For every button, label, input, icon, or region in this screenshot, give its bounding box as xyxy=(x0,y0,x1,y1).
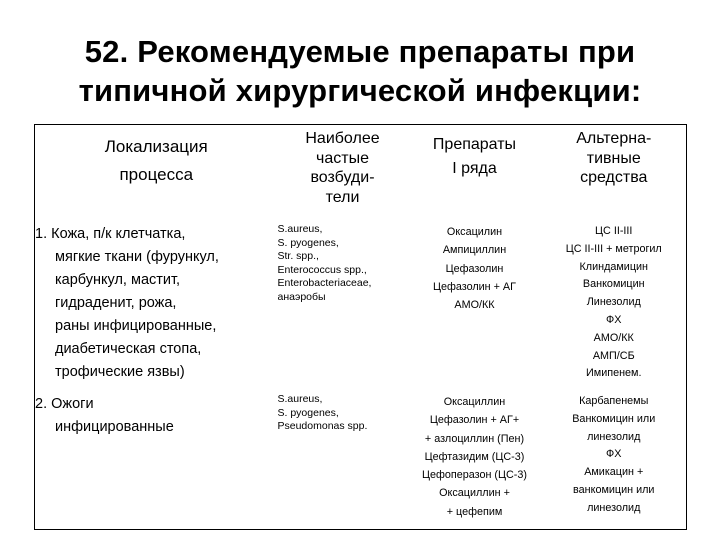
cell-line: Str. spp., xyxy=(277,250,319,262)
cell-line: Препараты xyxy=(432,136,517,153)
cell-line: Pseudomonas spp. xyxy=(277,420,368,432)
cell-line: карбункул, мастит, xyxy=(55,272,181,288)
cell-line: 1. Кожа, п/к клетчатка, xyxy=(35,226,186,242)
cell-line: трофические язвы) xyxy=(55,364,185,380)
cell-line: S.aureus, xyxy=(277,393,323,405)
cell-line: Enterobacteriaceae, xyxy=(277,277,372,289)
cell-line: Цефазолин xyxy=(445,262,504,275)
cell-line: линезолид xyxy=(587,501,641,514)
cell-line: диабетическая стопа, xyxy=(55,341,202,357)
cell-line: S.aureus, xyxy=(277,223,323,235)
cell-line: частые xyxy=(316,149,369,167)
cell-line: 2. Ожоги xyxy=(35,396,94,412)
header-localization xyxy=(35,125,278,224)
cell-pathogens xyxy=(278,393,408,530)
table-row xyxy=(35,223,687,393)
table-header-row xyxy=(35,125,687,224)
cell-line: тели xyxy=(325,188,360,206)
cell-line: АМО/КК xyxy=(593,331,634,344)
cell-line: процесса xyxy=(119,165,194,184)
header-alternative xyxy=(542,125,687,224)
title-line-2: типичной хирургической инфекции: xyxy=(78,73,642,108)
cell-line: Цефазолин + АГ+ xyxy=(429,414,520,427)
cell-line: Цефоперазон (ЦС-3) xyxy=(422,469,527,482)
cell-line: + цефепим xyxy=(446,505,503,518)
cell-line: анаэробы xyxy=(277,290,326,303)
cell-line: ЦС II-III + метрогил xyxy=(565,242,662,255)
cell-line: Наиболее xyxy=(305,130,380,147)
cell-line: S. pyogenes, xyxy=(277,236,339,249)
header-pathogens xyxy=(278,125,408,224)
cell-line: Имипенем. xyxy=(586,367,642,380)
cell-line: Линезолид xyxy=(586,296,641,309)
cell-line: Карбапенемы xyxy=(579,395,649,407)
cell-line: ФХ xyxy=(606,448,622,461)
cell-line: Оксациллин + xyxy=(439,487,510,500)
cell-line: Ванкомицин или xyxy=(572,412,656,425)
cell-line: I ряда xyxy=(452,160,497,177)
cell-line: АМП/СБ xyxy=(592,349,635,362)
cell-line: Цефтазидим (ЦС-3) xyxy=(424,450,525,463)
title-line-1: 52. Рекомендуемые препараты при xyxy=(84,34,636,69)
cell-line: ФХ xyxy=(606,313,622,326)
cell-line: ванкомицин или xyxy=(573,483,655,496)
cell-line: Enterococcus spp., xyxy=(277,263,367,276)
cell-line: возбуди- xyxy=(310,169,375,186)
header-first-line xyxy=(408,125,542,224)
cell-line: Локализация xyxy=(104,137,208,156)
cell-line: S. pyogenes, xyxy=(277,406,339,419)
cell-line: + азлоциллин (Пен) xyxy=(424,432,525,445)
cell-line: Оксациллин xyxy=(443,396,506,408)
cell-line: мягкие ткани (фурункул, xyxy=(55,249,219,265)
cell-pathogens xyxy=(278,223,408,393)
cell-line: инфицированные xyxy=(55,419,174,435)
cell-line: Цефазолин + АГ xyxy=(432,280,516,293)
cell-localization xyxy=(35,223,278,393)
cell-alternative xyxy=(542,393,687,530)
cell-first-line xyxy=(408,223,542,393)
cell-line: Ванкомицин xyxy=(582,278,645,291)
drug-table xyxy=(34,124,687,530)
cell-line: гидраденит, рожа, xyxy=(55,295,177,311)
cell-alternative xyxy=(542,223,687,393)
cell-line: тивные xyxy=(586,149,641,167)
cell-line: Амикацин + xyxy=(584,466,644,479)
cell-line: Альтерна- xyxy=(576,130,652,147)
cell-line: средства xyxy=(580,169,648,186)
slide-title xyxy=(0,32,720,110)
cell-line: Ампициллин xyxy=(442,244,507,257)
cell-line: линезолид xyxy=(587,430,641,443)
cell-line: раны инфицированные, xyxy=(55,318,217,334)
cell-first-line xyxy=(408,393,542,530)
cell-line: Оксацилин xyxy=(446,226,503,238)
cell-line: Клиндамицин xyxy=(579,260,649,273)
table-row xyxy=(35,393,687,530)
cell-localization xyxy=(35,393,278,530)
cell-line: АМО/КК xyxy=(454,299,495,312)
cell-line: ЦС II-III xyxy=(595,225,633,237)
